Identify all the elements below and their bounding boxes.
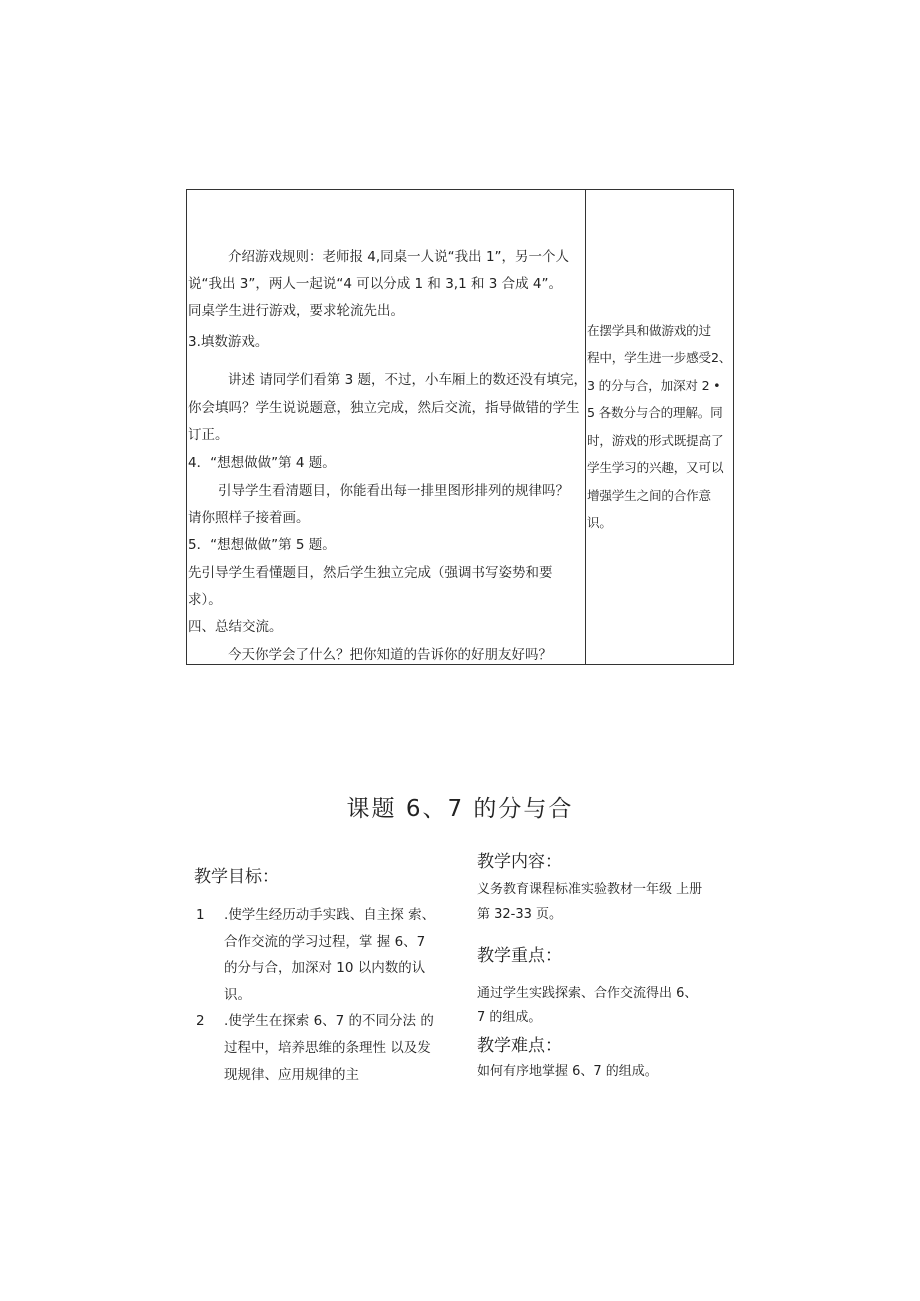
table-left-line: 5．“想想做做”第 5 题。 <box>188 537 336 553</box>
objective-line: .使学生在探索 6、7 的不同分法 的 <box>224 1013 434 1029</box>
table-left-line: 订正。 <box>188 427 229 443</box>
difficulties-line: 如何有序地掌握 6、7 的组成。 <box>477 1064 658 1079</box>
difficulties-heading: 教学难点： <box>477 1036 562 1056</box>
table-right-line: 程中，学生进一步感受2、 <box>587 350 732 365</box>
table-left-line: 四、总结交流。 <box>188 619 283 635</box>
objective-number: 2 <box>196 1013 205 1029</box>
table-right-line: 3 的分与合，加深对 2 • <box>587 378 721 393</box>
table-left-line: 今天你学会了什么？把你知道的告诉你的好朋友好吗？ <box>228 647 552 663</box>
table-right-line: 5 各数分与合的理解。同 <box>587 405 723 420</box>
objective-line: 现规律、应用规律的主 <box>224 1067 359 1083</box>
table-left-line: 先引导学生看懂题目，然后学生独立完成（强调书写姿势和要 <box>188 565 553 581</box>
table-right-line: 时，游戏的形式既提高了 <box>587 433 724 448</box>
content-line: 义务教育课程标准实验教材一年级 上册 <box>477 882 703 897</box>
table-left-line: 说“我出 3”，两人一起说“4 可以分成 1 和 3,1 和 3 合成 4”。 <box>188 276 563 292</box>
objective-line: 合作交流的学习过程，掌 握 6、7 <box>224 934 426 950</box>
table-left-line: 请你照样子接着画。 <box>188 510 310 526</box>
table-left-line: 4．“想想做做”第 4 题。 <box>188 455 336 471</box>
key-points-line: 通过学生实践探索、合作交流得出 6、 <box>477 986 698 1001</box>
key-points-heading: 教学重点： <box>477 946 562 966</box>
table-left-line: 介绍游戏规则：老师报 4,同桌一人说“我出 1”，另一个人 <box>228 249 570 265</box>
objective-line: 识。 <box>224 987 251 1003</box>
objective-line: 过程中，培养思维的条理性 以及发 <box>224 1040 431 1056</box>
content-line: 第 32-33 页。 <box>477 907 563 922</box>
objective-line: .使学生经历动手实践、自主探 索、 <box>224 907 436 923</box>
table-left-line: 引导学生看清题目，你能看出每一排里图形排列的规律吗？ <box>218 483 569 499</box>
table-left-line: 你会填吗？学生说说题意，独立完成，然后交流，指导做错的学生 <box>188 400 580 416</box>
table-right-line: 增强学生之间的合作意 <box>587 488 711 503</box>
objectives-heading: 教学目标： <box>194 867 279 887</box>
objective-number: 1 <box>196 907 205 923</box>
table-left-line: 3.填数游戏。 <box>188 334 269 350</box>
table-column-divider <box>585 189 586 665</box>
content-heading: 教学内容： <box>477 852 562 872</box>
key-points-line: 7 的组成。 <box>477 1010 542 1025</box>
lesson-title: 课题 6、7 的分与合 <box>346 796 574 822</box>
table-right-line: 在摆学具和做游戏的过 <box>587 323 711 338</box>
table-right-line: 识。 <box>587 515 612 530</box>
table-left-line: 求）。 <box>188 592 222 608</box>
table-left-line: 同桌学生进行游戏，要求轮流先出。 <box>188 303 404 319</box>
table-right-line: 学生学习的兴趣，又可以 <box>587 460 724 475</box>
table-left-line: 讲述 请同学们看第 3 题，不过，小车厢上的数还没有填完， <box>228 372 587 388</box>
objective-line: 的分与合，加深对 10 以内数的认 <box>224 960 426 976</box>
